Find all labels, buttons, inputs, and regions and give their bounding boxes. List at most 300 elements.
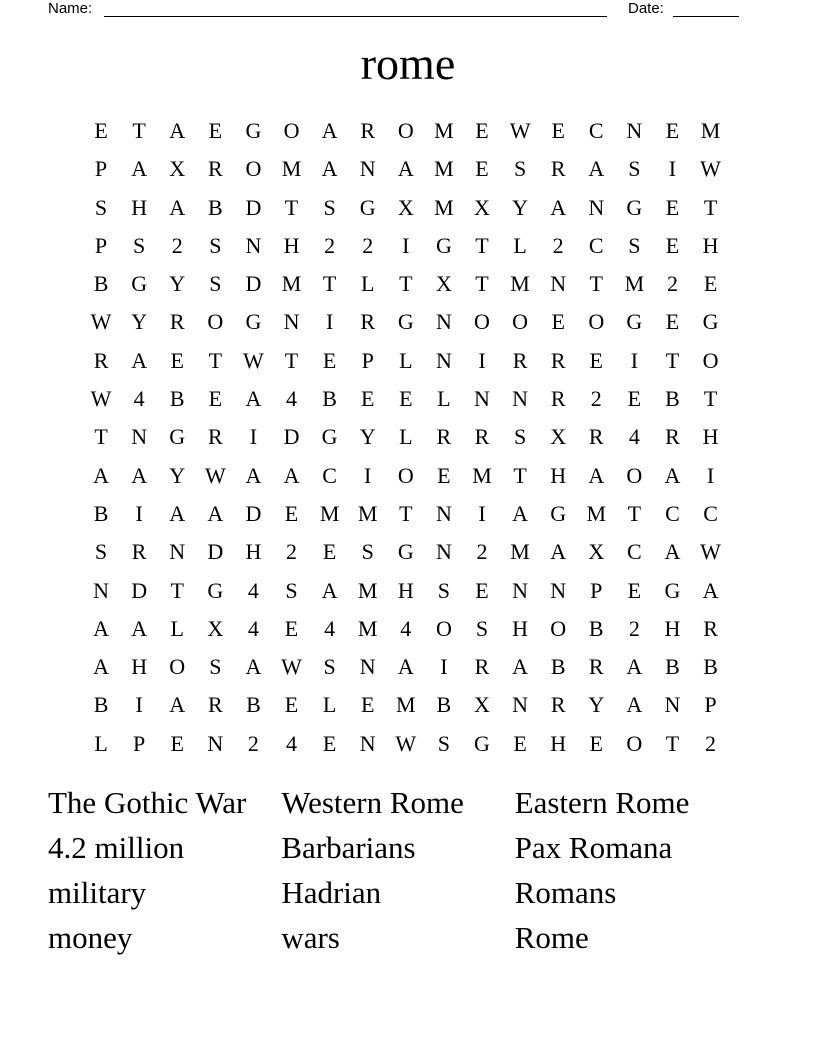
grid-row <box>82 610 730 648</box>
grid-cell: Y <box>512 194 529 220</box>
grid-cell: C <box>665 500 680 526</box>
grid-cell: A <box>321 118 338 143</box>
grid-cell: B <box>169 386 185 412</box>
grid-cell: 4 <box>247 577 259 603</box>
grid-cell: T <box>399 271 413 297</box>
word-list-item: Eastern Rome <box>514 785 690 820</box>
grid-cell: T <box>170 577 184 603</box>
grid-row <box>82 457 730 495</box>
grid-cell: E <box>665 309 680 335</box>
grid-cell: E <box>589 730 603 756</box>
grid-cell: D <box>131 577 148 603</box>
grid-cell: B <box>93 500 109 526</box>
grid-cell: D <box>245 194 262 220</box>
grid-cell: N <box>435 500 452 526</box>
grid-cell: G <box>245 118 262 143</box>
grid-cell: E <box>589 347 603 373</box>
grid-cell: M <box>586 500 607 526</box>
grid-cell: B <box>703 654 718 680</box>
grid-cell: A <box>245 462 262 488</box>
grid-cell: 2 <box>476 539 488 565</box>
grid-cell: R <box>588 424 604 450</box>
grid-cell: 4 <box>247 615 259 641</box>
grid-cell: N <box>131 424 148 450</box>
grid-row <box>82 572 730 610</box>
grid-row <box>82 303 730 341</box>
grid-cell: R <box>512 347 528 373</box>
grid-cell: O <box>397 462 414 488</box>
grid-cell: M <box>472 462 492 488</box>
grid-cell: N <box>169 539 186 565</box>
grid-cell: R <box>436 424 452 450</box>
grid-cell: A <box>664 539 681 565</box>
grid-cell: M <box>357 500 378 526</box>
word-list-item: 4.2 million <box>48 830 185 865</box>
grid-cell: N <box>626 118 643 143</box>
grid-cell: T <box>665 347 680 373</box>
grid-cell: D <box>207 539 224 565</box>
grid-cell: E <box>170 347 184 373</box>
word-list-item: money <box>48 920 133 955</box>
grid-cell: R <box>207 692 223 718</box>
grid-cell: L <box>399 347 413 373</box>
grid-cell: X <box>588 539 605 565</box>
grid-cell: A <box>626 654 643 680</box>
grid-cell: E <box>360 692 375 718</box>
grid-cell: H <box>702 232 719 258</box>
letter-grid <box>82 112 730 763</box>
grid-cell: G <box>169 424 186 450</box>
grid-cell: A <box>397 156 414 182</box>
grid-cell: C <box>588 118 604 143</box>
grid-cell: R <box>550 692 566 718</box>
grid-cell: L <box>94 730 108 756</box>
grid-cell: T <box>703 386 718 412</box>
grid-cell: C <box>588 232 604 258</box>
grid-cell: G <box>626 309 643 335</box>
grid-cell: O <box>550 615 567 641</box>
grid-cell: E <box>170 730 184 756</box>
grid-cell: G <box>207 577 224 603</box>
grid-cell: B <box>436 692 452 718</box>
word-list-row <box>48 782 748 827</box>
grid-cell: E <box>665 118 680 143</box>
grid-row <box>82 725 730 763</box>
grid-cell: I <box>478 500 486 526</box>
grid-cell: X <box>207 615 224 641</box>
grid-cell: R <box>474 424 490 450</box>
word-list-item: Romans <box>514 875 617 910</box>
grid-cell: E <box>360 386 375 412</box>
grid-cell: R <box>207 156 223 182</box>
grid-row <box>82 189 730 227</box>
grid-cell: 2 <box>628 615 640 641</box>
grid-cell: A <box>512 500 529 526</box>
grid-row <box>82 265 730 303</box>
grid-cell: S <box>209 271 222 297</box>
grid-cell: E <box>284 692 299 718</box>
grid-cell: W <box>281 654 302 680</box>
grid-cell: 4 <box>133 386 145 412</box>
grid-cell: S <box>209 654 222 680</box>
grid-row <box>82 112 730 150</box>
grid-cell: A <box>93 462 109 488</box>
grid-cell: R <box>169 309 185 335</box>
grid-cell: I <box>402 232 410 258</box>
grid-cell: S <box>361 539 374 565</box>
grid-cell: O <box>626 730 643 756</box>
grid-row <box>82 495 730 533</box>
grid-cell: H <box>245 539 262 565</box>
grid-cell: M <box>624 271 645 297</box>
grid-cell: N <box>550 577 567 603</box>
word-list-row <box>48 872 748 917</box>
grid-cell: E <box>627 386 642 412</box>
grid-cell: G <box>245 309 262 335</box>
grid-cell: A <box>512 654 529 680</box>
grid-cell: M <box>281 156 302 182</box>
grid-cell: E <box>322 730 337 756</box>
grid-cell: R <box>93 347 109 373</box>
grid-cell: P <box>94 232 108 258</box>
grid-cell: A <box>321 156 338 182</box>
grid-cell: E <box>703 271 718 297</box>
grid-cell: O <box>169 654 186 680</box>
name-label: Name: <box>48 0 93 17</box>
grid-cell: T <box>284 194 299 220</box>
grid-cell: E <box>551 118 565 143</box>
grid-cell: 4 <box>286 730 298 756</box>
grid-cell: M <box>700 118 721 143</box>
grid-cell: I <box>440 654 448 680</box>
grid-cell: O <box>512 309 529 335</box>
grid-row <box>82 648 730 686</box>
grid-cell: C <box>703 500 718 526</box>
date-blank-line <box>673 16 739 17</box>
grid-cell: P <box>94 156 108 182</box>
grid-cell: R <box>703 615 718 641</box>
grid-cell: E <box>284 615 299 641</box>
grid-cell: W <box>395 730 417 756</box>
grid-cell: W <box>90 309 112 335</box>
grid-cell: B <box>665 386 680 412</box>
grid-cell: A <box>702 577 719 603</box>
grid-cell: A <box>245 386 262 412</box>
grid-cell: O <box>702 347 719 373</box>
grid-cell: M <box>434 194 454 220</box>
grid-cell: G <box>435 232 452 258</box>
grid-cell: Y <box>131 309 148 335</box>
grid-cell: A <box>664 462 681 488</box>
grid-cell: N <box>474 386 490 412</box>
grid-cell: I <box>630 347 639 373</box>
grid-cell: H <box>131 194 148 220</box>
grid-cell: A <box>550 194 567 220</box>
grid-cell: W <box>509 118 531 143</box>
grid-cell: B <box>93 692 109 718</box>
grid-cell: R <box>131 539 147 565</box>
grid-cell: P <box>133 730 146 756</box>
grid-cell: A <box>169 692 186 718</box>
grid-cell: R <box>550 156 566 182</box>
grid-row <box>82 380 730 418</box>
grid-cell: M <box>396 692 416 718</box>
grid-cell: N <box>512 692 529 718</box>
grid-cell: D <box>245 271 262 297</box>
grid-cell: S <box>628 232 641 258</box>
grid-cell: P <box>704 692 717 718</box>
grid-cell: N <box>512 386 529 412</box>
grid-cell: E <box>627 577 642 603</box>
puzzle-title: rome <box>360 38 456 89</box>
grid-cell: 2 <box>324 232 336 258</box>
grid-row <box>82 150 730 188</box>
grid-cell: G <box>321 424 338 450</box>
grid-cell: X <box>550 424 567 450</box>
grid-cell: S <box>209 232 222 258</box>
grid-cell: B <box>207 194 223 220</box>
grid-cell: T <box>475 271 489 297</box>
worksheet-header <box>48 0 748 20</box>
grid-cell: R <box>360 118 376 143</box>
grid-cell: G <box>702 309 719 335</box>
word-list-item: Hadrian <box>281 875 382 910</box>
grid-cell: E <box>322 539 337 565</box>
word-list-item: wars <box>281 920 340 955</box>
grid-cell: A <box>245 654 262 680</box>
grid-cell: E <box>475 118 489 143</box>
word-list-item: The Gothic War <box>48 785 247 820</box>
grid-cell: B <box>550 654 566 680</box>
grid-cell: X <box>169 156 186 182</box>
grid-cell: X <box>397 194 414 220</box>
word-list <box>48 782 748 962</box>
grid-cell: G <box>550 500 567 526</box>
grid-cell: E <box>665 232 680 258</box>
grid-cell: T <box>589 271 603 297</box>
grid-cell: E <box>94 118 108 143</box>
grid-cell: X <box>474 194 490 220</box>
grid-cell: E <box>322 347 337 373</box>
grid-cell: T <box>475 232 489 258</box>
grid-cell: A <box>626 692 643 718</box>
grid-cell: T <box>94 424 108 450</box>
grid-cell: T <box>132 118 146 143</box>
grid-cell: M <box>510 539 530 565</box>
grid-cell: N <box>435 309 452 335</box>
grid-cell: B <box>588 615 604 641</box>
grid-cell: E <box>513 730 527 756</box>
grid-cell: S <box>285 577 298 603</box>
grid-cell: L <box>360 271 375 297</box>
grid-cell: C <box>627 539 642 565</box>
grid-cell: S <box>513 156 527 182</box>
grid-cell: E <box>551 309 565 335</box>
grid-cell: S <box>133 232 146 258</box>
grid-cell: N <box>245 232 262 258</box>
grid-cell: A <box>93 654 109 680</box>
grid-cell: S <box>94 194 108 220</box>
grid-cell: L <box>170 615 184 641</box>
grid-cell: G <box>359 194 376 220</box>
grid-cell: A <box>131 615 148 641</box>
grid-cell: 2 <box>705 730 717 756</box>
grid-cell: I <box>325 309 334 335</box>
grid-cell: E <box>284 500 299 526</box>
grid-cell: N <box>359 730 376 756</box>
word-list-item: Western Rome <box>281 785 464 820</box>
name-blank-line <box>104 16 607 17</box>
grid-cell: R <box>474 654 490 680</box>
grid-cell: O <box>588 309 605 335</box>
grid-cell: X <box>474 692 490 718</box>
grid-cell: T <box>284 347 299 373</box>
grid-cell: M <box>510 271 530 297</box>
grid-cell: A <box>550 539 567 565</box>
grid-cell: T <box>322 271 337 297</box>
word-list-item: Pax Romana <box>514 830 673 865</box>
grid-cell: N <box>93 577 109 603</box>
grid-cell: A <box>169 500 186 526</box>
grid-cell: E <box>475 156 489 182</box>
grid-cell: R <box>550 347 566 373</box>
grid-cell: S <box>513 424 527 450</box>
grid-cell: H <box>131 654 148 680</box>
grid-cell: E <box>208 386 223 412</box>
grid-cell: L <box>437 386 451 412</box>
grid-cell: N <box>512 577 529 603</box>
grid-cell: G <box>664 577 681 603</box>
grid-cell: D <box>283 424 300 450</box>
grid-cell: B <box>246 692 261 718</box>
grid-cell: 2 <box>247 730 259 756</box>
grid-cell: N <box>550 271 567 297</box>
grid-cell: H <box>664 615 681 641</box>
grid-cell: A <box>169 118 186 143</box>
date-label: Date: <box>628 0 664 17</box>
grid-cell: N <box>435 347 452 373</box>
grid-cell: N <box>435 539 452 565</box>
grid-cell: L <box>513 232 527 258</box>
grid-cell: S <box>475 615 489 641</box>
grid-cell: S <box>94 539 108 565</box>
grid-row <box>82 418 730 456</box>
grid-cell: Y <box>169 271 186 297</box>
grid-cell: Y <box>588 692 605 718</box>
grid-cell: N <box>588 194 605 220</box>
grid-cell: 2 <box>666 271 678 297</box>
grid-cell: M <box>434 118 454 143</box>
grid-cell: X <box>435 271 452 297</box>
grid-row <box>82 686 730 724</box>
grid-cell: N <box>207 730 224 756</box>
word-list-row <box>48 917 748 962</box>
grid-cell: N <box>664 692 681 718</box>
grid-cell: S <box>323 194 336 220</box>
grid-cell: H <box>702 424 719 450</box>
grid-cell: E <box>437 462 451 488</box>
grid-cell: H <box>550 462 567 488</box>
grid-cell: R <box>360 309 376 335</box>
grid-cell: O <box>397 118 414 143</box>
grid-cell: I <box>364 462 372 488</box>
grid-cell: I <box>135 500 143 526</box>
grid-cell: N <box>283 309 300 335</box>
grid-cell: A <box>131 347 148 373</box>
grid-cell: O <box>474 309 490 335</box>
grid-cell: T <box>399 500 413 526</box>
grid-cell: L <box>322 692 337 718</box>
grid-cell: G <box>626 194 643 220</box>
grid-cell: T <box>665 730 680 756</box>
grid-cell: T <box>208 347 223 373</box>
grid-cell: 4 <box>324 615 336 641</box>
grid-cell: A <box>588 156 605 182</box>
grid-cell: M <box>434 156 454 182</box>
grid-cell: A <box>588 462 605 488</box>
grid-cell: W <box>204 462 226 488</box>
grid-cell: W <box>700 156 721 182</box>
grid-cell: 2 <box>552 232 564 258</box>
grid-cell: 2 <box>590 386 602 412</box>
grid-cell: R <box>550 386 566 412</box>
grid-cell: A <box>397 654 414 680</box>
grid-cell: N <box>359 654 376 680</box>
grid-cell: I <box>135 692 143 718</box>
grid-cell: A <box>131 462 148 488</box>
grid-cell: A <box>321 577 338 603</box>
grid-cell: D <box>245 500 262 526</box>
grid-cell: R <box>665 424 680 450</box>
grid-cell: L <box>399 424 413 450</box>
grid-cell: G <box>397 309 414 335</box>
word-list-row <box>48 827 748 872</box>
grid-row <box>82 342 730 380</box>
grid-cell: A <box>93 615 109 641</box>
grid-cell: M <box>357 615 378 641</box>
grid-cell: W <box>243 347 264 373</box>
grid-cell: I <box>668 156 677 182</box>
grid-cell: 4 <box>628 424 640 450</box>
grid-cell: R <box>207 424 223 450</box>
grid-cell: O <box>283 118 300 143</box>
grid-cell: E <box>208 118 223 143</box>
grid-cell: 4 <box>286 386 298 412</box>
grid-cell: G <box>474 730 490 756</box>
grid-cell: G <box>131 271 148 297</box>
grid-cell: M <box>281 271 302 297</box>
grid-cell: T <box>627 500 642 526</box>
grid-cell: O <box>626 462 643 488</box>
grid-cell: S <box>628 156 641 182</box>
grid-row <box>82 227 730 265</box>
grid-row <box>82 533 730 571</box>
grid-cell: P <box>361 347 374 373</box>
word-list-item: Barbarians <box>281 830 416 865</box>
grid-cell: I <box>478 347 486 373</box>
grid-cell: E <box>665 194 680 220</box>
grid-cell: S <box>437 577 451 603</box>
grid-cell: S <box>437 730 451 756</box>
grid-cell: 4 <box>400 615 412 641</box>
grid-cell: H <box>512 615 529 641</box>
grid-cell: M <box>319 500 340 526</box>
grid-cell: P <box>590 577 603 603</box>
grid-cell: H <box>550 730 567 756</box>
grid-cell: R <box>588 654 604 680</box>
grid-cell: E <box>475 577 489 603</box>
grid-cell: O <box>207 309 224 335</box>
